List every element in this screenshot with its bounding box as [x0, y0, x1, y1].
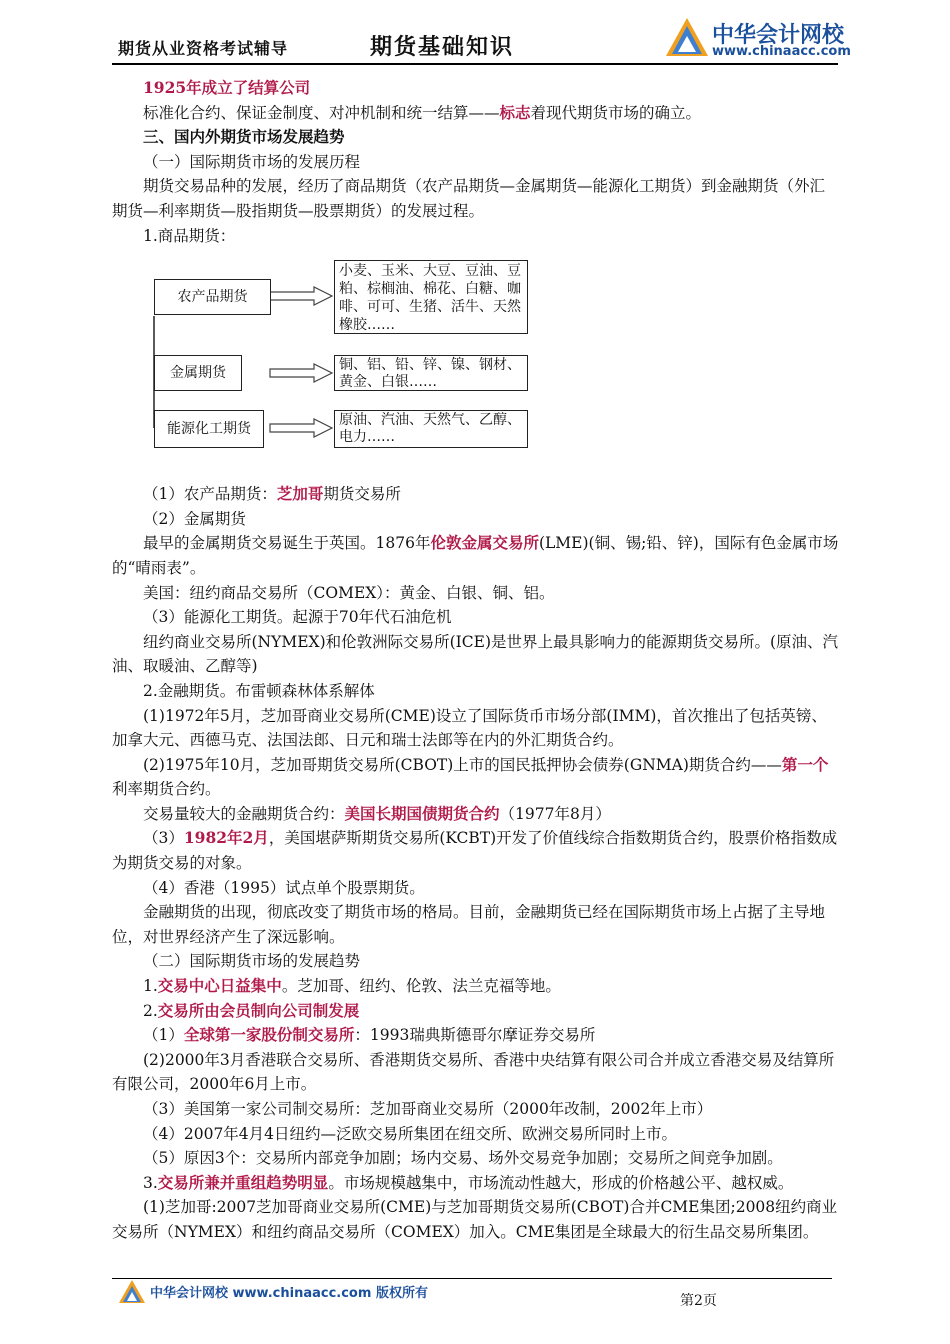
paragraph: 美国：纽约商品交易所（COMEX）：黄金、白银、铜、铝。: [143, 583, 555, 602]
chinaacc-logo-icon: [664, 16, 710, 62]
paragraph: 期货交易品种的发展，经历了商品期货（农产品期货—金属期货—能源化工期货）到金融期货（外汇期货—利率期货—股指期货—股票期货）的发展过程。: [112, 177, 826, 220]
paragraph: 1925年成立了结算公司: [143, 78, 311, 97]
paragraph: 1.交易中心日益集中。芝加哥、纽约、伦敦、法兰克福等地。: [143, 976, 561, 996]
paragraph: （4）香港（1995）试点单个股票期货。: [143, 878, 425, 897]
detail-box-agricultural: 小麦、玉米、大豆、豆油、豆粕、棕榈油、棉花、白糖、咖啡、可可、生猪、活牛、天然橡胶……: [334, 260, 528, 334]
paragraph: 3.交易所兼并重组趋势明显。市场规模越集中，市场流动性越大，形成的价格越公平、越权威。: [143, 1172, 794, 1192]
subsection-heading: （二）国际期货市场的发展趋势: [143, 952, 361, 971]
paragraph: 金融期货的出现，彻底改变了期货市场的格局。目前，金融期货已经在国际期货市场上占据了主导地位，对世界经济产生了深远影响。: [112, 903, 826, 946]
paragraph: （1）全球第一家股份制交易所：1993瑞典斯德哥尔摩证券交易所: [143, 1025, 596, 1045]
paragraph: （3）1982年2月，美国堪萨斯期货交易所(KCBT)开发了价值线综合指数期货合约，股票价格指数成为期货交易的对象。: [112, 828, 838, 873]
paragraph: 交易量较大的金融期货合约：美国长期国债期货合约（1977年8月）: [143, 803, 611, 823]
header-subject-title: 期货基础知识: [370, 34, 515, 60]
category-box-agricultural: 农产品期货: [154, 279, 271, 315]
paragraph: （2）金属期货: [143, 509, 246, 528]
paragraph: （3）能源化工期货。起源于70年代石油危机: [143, 608, 452, 627]
header-logo-url: www.chinaacc.com: [712, 44, 851, 59]
paragraph: (1)1972年5月，芝加哥商业交易所(CME)设立了国际货币市场分部(IMM)，首次推出了包括英镑、加拿大元、西德马克、法国法郎、日元和瑞士法郎等在内的外汇期货合约。: [112, 706, 827, 750]
paragraph: (1)芝加哥:2007芝加哥商业交易所(CME)与芝加哥期货交易所(CBOT)合并CME集团;2008纽约商业交易所（NYMEX）和纽约商品交易所（COMEX）加入。CME集团是全球最大的衍生品交易所集团。: [112, 1198, 838, 1241]
paragraph: 标准化合约、保证金制度、对冲机制和统一结算——标志着现代期货市场的确立。: [143, 102, 702, 122]
header-logo-name: 中华会计网校: [712, 23, 845, 48]
paragraph: 2.交易所由会员制向公司制发展: [143, 1000, 360, 1020]
detail-box-metal: 铜、铝、铅、锌、镍、钢材、黄金、白银……: [334, 355, 528, 391]
footer-copyright: 中华会计网校 www.chinaacc.com 版权所有: [150, 1286, 428, 1301]
page-number: 第2页: [680, 1293, 717, 1309]
paragraph: 纽约商业交易所(NYMEX)和伦敦洲际交易所(ICE)是世界上最具影响力的能源期货交易所。(原油、汽油、取暖油、乙醇等): [112, 632, 839, 676]
section-heading: 三、国内外期货市场发展趋势: [143, 127, 345, 147]
paragraph: (2)2000年3月香港联合交易所、香港期货交易所、香港中央结算有限公司合并成立香港交易及结算所有限公司，2000年6月上市。: [112, 1050, 835, 1094]
category-box-energy: 能源化工期货: [154, 410, 264, 448]
footer-divider: [112, 1278, 832, 1279]
paragraph: 2.金融期货。布雷顿森林体系解体: [143, 681, 375, 700]
header-course-title: 期货从业资格考试辅导: [118, 39, 289, 58]
footer-logo-icon: [118, 1279, 146, 1305]
paragraph: 1.商品期货：: [143, 226, 236, 245]
detail-box-energy: 原油、汽油、天然气、乙醇、电力……: [334, 410, 528, 448]
paragraph: (2)1975年10月，芝加哥期货交易所(CBOT)上市的国民抵押协会债券(GNMA)期货合约——第一个利率期货合约。: [112, 754, 829, 799]
paragraph: （5）原因3个：交易所内部竞争加剧；场内交易、场外交易竞争加剧；交易所之间竞争加剧。: [143, 1149, 783, 1168]
paragraph: （3）美国第一家公司制交易所：芝加哥商业交易所（2000年改制，2002年上市）: [143, 1100, 713, 1118]
header-divider: [112, 63, 838, 65]
commodity-futures-diagram: [152, 258, 532, 458]
paragraph: 最早的金属期货交易诞生于英国。1876年伦敦金属交易所(LME)(铜、锡;铅、锌)，国际有色金属市场的“晴雨表”。: [112, 533, 839, 577]
paragraph: （1）农产品期货：芝加哥期货交易所: [143, 484, 401, 504]
subsection-heading: （一）国际期货市场的发展历程: [143, 152, 361, 171]
category-box-metal: 金属期货: [154, 355, 242, 391]
paragraph: （4）2007年4月4日纽约—泛欧交易所集团在纽交所、欧洲交易所同时上市。: [143, 1124, 678, 1143]
document-body: [112, 76, 840, 1245]
